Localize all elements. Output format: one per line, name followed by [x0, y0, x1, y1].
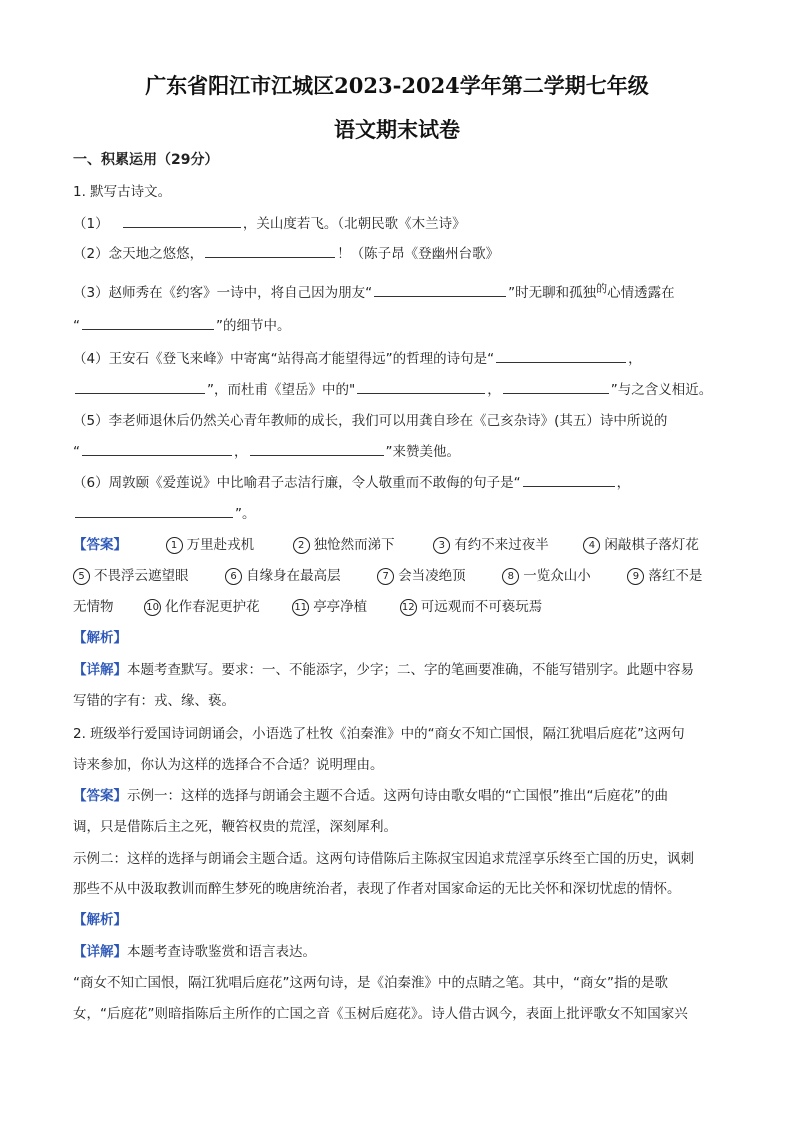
q1-sub3-cont	[73, 315, 291, 336]
answer-text: 万里赴戎机	[186, 537, 255, 553]
q1-sub4-text-c: ，	[487, 382, 501, 398]
q1-sub1	[73, 213, 466, 234]
answer-blank[interactable]	[82, 441, 232, 456]
q1-sub2	[73, 243, 499, 264]
q1-sub5-cont	[73, 441, 460, 462]
answer-blank[interactable]	[205, 243, 335, 258]
q2-answer-text: 示例一：这样的选择与朗诵会主题不合适。这两句诗由歌女唱的“亡国恨”推出“后庭花”的曲	[127, 788, 668, 804]
answer-number: 5	[73, 568, 90, 585]
answer-text: 有约不来过夜半	[454, 537, 549, 553]
q1-detail-cont: 写错的字有：戎、缘、亵。	[73, 693, 235, 709]
answer-text: 一览众山小	[523, 568, 591, 584]
q1-sub6-text-b: ”。	[235, 506, 256, 522]
answer-blank[interactable]	[496, 348, 626, 363]
q2-answer-example2: 示例二：这样的选择与朗诵会主题合适。这两句诗借陈后主陈叔宝因追求荒淫享乐终至亡国的历史，讽刺	[73, 851, 694, 867]
q1-sub6-cont	[73, 503, 256, 524]
analysis-tag: 【解析】	[73, 912, 127, 928]
q1-sub3-open: “	[73, 318, 80, 334]
answer-number: 11	[292, 599, 309, 616]
q1-sub5-open: “	[73, 444, 80, 460]
answer-number: 12	[400, 599, 417, 616]
q1-sub3-text-b: ”时无聊和孤独	[508, 285, 597, 301]
q2-stem: 2. 班级举行爱国诗词朗诵会，小语选了杜牧《泊秦淮》中的“商女不知亡国恨，隔江犹唱后庭花”这两句	[73, 726, 685, 742]
answer-tag: 【答案】	[73, 537, 127, 553]
answer-number: 6	[225, 568, 242, 585]
answer-text: 落红不是	[648, 568, 703, 584]
q1-sub1-num: （1）	[73, 216, 109, 232]
q2-paragraph-cont: 女，“后庭花”则暗指陈后主所作的亡国之音《玉树后庭花》。诗人借古讽今，表面上批评歌女不知国家兴	[73, 1006, 688, 1022]
q1-sub6	[73, 472, 630, 493]
detail-tag: 【详解】	[73, 944, 127, 960]
q2-answer	[73, 786, 668, 806]
q1-sub6-text-a: （6）周敦颐《爱莲说》中比喻君子志洁行廉，令人敬重而不敢侮的句子是“	[73, 475, 521, 491]
answer-number: 7	[377, 568, 394, 585]
answer-text: 自缘身在最高层	[246, 568, 341, 584]
answer-number: 10	[144, 599, 161, 616]
q1-sub3-text-c: 心情透露在	[607, 285, 675, 301]
answer-text: 会当凌绝顶	[398, 568, 466, 584]
page-title: 广东省阳江市江城区2023-2024学年第二学期七年级	[145, 73, 649, 98]
answer-number: 4	[583, 537, 600, 554]
answer-text: 闲敲棋子落灯花	[604, 537, 699, 553]
section-heading: 一、积累运用（29分）	[73, 152, 219, 168]
page-subtitle: 语文期末试卷	[334, 117, 460, 142]
answer-number: 1	[166, 537, 183, 554]
q1-sub4-text-b: ”，而杜甫《望岳》中的"	[207, 382, 356, 398]
answer-blank[interactable]	[250, 441, 384, 456]
q1-answer-row2	[73, 566, 702, 586]
answer-blank[interactable]	[75, 379, 205, 394]
answer-text: 不畏浮云遮望眼	[94, 568, 189, 584]
q1-sub3-text-a: （3）赵师秀在《约客》一诗中，将自己因为朋友“	[73, 285, 373, 301]
analysis-tag: 【解析】	[73, 630, 127, 646]
q1-sub4-cont	[73, 379, 712, 400]
q1-sub3-text-d: ”的细节中。	[216, 318, 291, 334]
answer-tag: 【答案】	[73, 788, 127, 804]
answer-number: 2	[293, 537, 310, 554]
answer-blank[interactable]	[123, 213, 241, 228]
q1-sub4-text-d: ”与之含义相近。	[610, 382, 713, 398]
q2-paragraph: “商女不知亡国恨，隔江犹唱后庭花”这两句诗，是《泊秦淮》中的点睛之笔。其中，“商女”指的是歌	[73, 975, 668, 991]
q2-stem-cont: 诗来参加，你认为这样的选择合不合适？说明理由。	[73, 757, 384, 773]
q2-answer-example2-cont: 那些不从中汲取教训而醉生梦死的晚唐统治者，表现了作者对国家命运的无比关怀和深切忧虑的情怀。	[73, 881, 681, 897]
q1-answer-row3	[73, 597, 542, 617]
answer-blank[interactable]	[357, 379, 485, 394]
q2-detail-text: 本题考查诗歌鉴赏和语言表达。	[127, 944, 316, 960]
answer-number: 9	[627, 568, 644, 585]
q1-sub5: （5）李老师退休后仍然关心青年教师的成长，我们可以用龚自珍在《己亥杂诗》(其五）诗中所说的	[73, 413, 668, 429]
answer-text: 亭亭净植	[313, 599, 368, 615]
q1-sub3	[73, 282, 675, 304]
answer-blank[interactable]	[523, 472, 615, 487]
q2-answer-cont: 调，只是借陈后主之死，鞭笞权贵的荒淫，深刻犀利。	[73, 819, 397, 835]
detail-tag: 【详解】	[73, 662, 127, 678]
q1-sub2-text-b: ！（陈子昂《登幽州台歌》	[337, 246, 500, 262]
answer-text: 独怆然而涕下	[313, 537, 395, 553]
q1-sub4	[73, 348, 642, 369]
answer-text: 化作春泥更护花	[165, 599, 260, 615]
answer-text: 无情物	[73, 599, 114, 615]
q1-sub2-text-a: （2）念天地之悠悠，	[73, 246, 204, 262]
q1-stem: 1. 默写古诗文。	[73, 184, 172, 200]
q1-sub4-comma: ，	[628, 351, 642, 367]
q1-answer-row1	[73, 535, 699, 555]
q1-sub5-text: ”来赞美他。	[385, 444, 460, 460]
answer-number: 3	[433, 537, 450, 554]
q2-detail	[73, 942, 316, 962]
answer-text: 可远观而不可亵玩焉	[420, 599, 543, 615]
answer-blank[interactable]	[82, 315, 214, 330]
q1-detail-text: 本题考查默写。要求：一、不能添字，少字；二、字的笔画要准确，不能写错别字。此题中容易	[127, 662, 694, 678]
q1-sub5-comma: ，	[234, 444, 248, 460]
answer-blank[interactable]	[75, 503, 233, 518]
q1-detail	[73, 660, 694, 680]
answer-number: 8	[502, 568, 519, 585]
answer-blank[interactable]	[503, 379, 609, 394]
q1-sub4-text-a: （4）王安石《登飞来峰》中寄寓“站得高才能望得远”的哲理的诗句是“	[73, 351, 495, 367]
q1-sub6-comma: ，	[616, 475, 631, 491]
q1-sub3-de: 的	[596, 282, 608, 295]
answer-blank[interactable]	[374, 282, 506, 297]
q1-sub1-text: ，关山度若飞。（北朝民歌《木兰诗》	[242, 216, 466, 232]
